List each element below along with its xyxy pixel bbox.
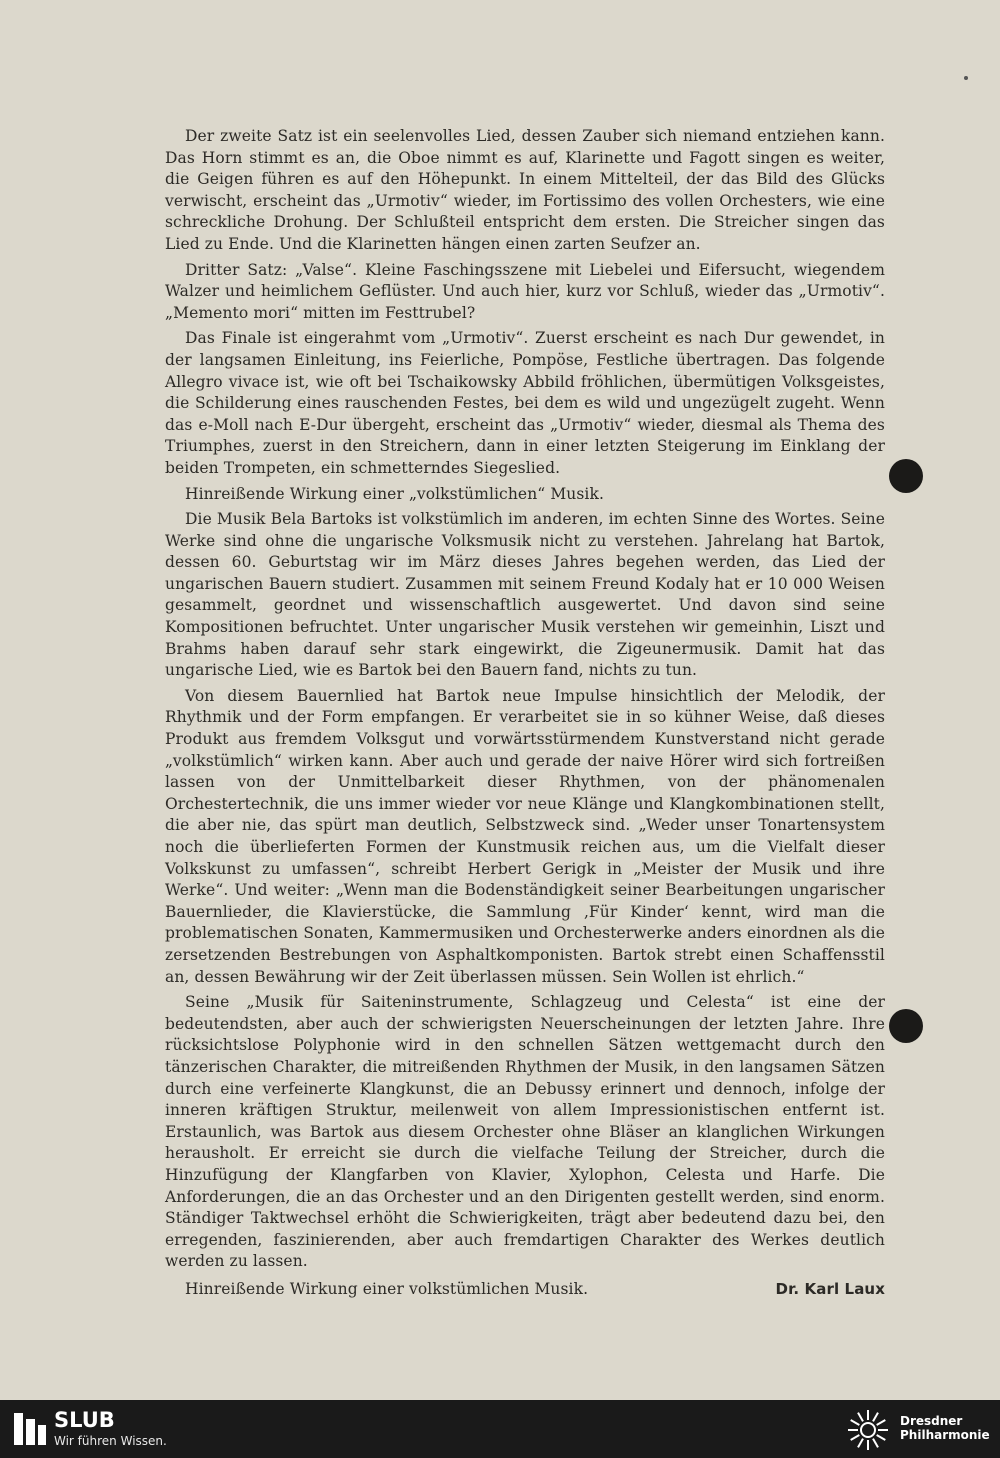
paragraph: Der zweite Satz ist ein seelenvolles Lied, dessen Zauber sich niemand entziehen kann. Das Horn stimmt es an, die Oboe nimmt es auf, Klarinette und Fagott singen es weiter, die Geigen führen es auf den Höhepunkt. In einem Mittelteil, der das Bild des Glücks verwischt, erscheint das „Urmotiv“ wieder, im Fortissimo des vollen Orchesters, wie eine schreckliche Drohung. Der Schlußteil entspricht dem ersten. Die Streicher singen das Lied zu Ende. Und die Klarinetten hängen einen zarten Seufzer an. bbox=[165, 127, 885, 253]
scan-speck bbox=[964, 76, 968, 80]
slub-tagline: Wir führen Wissen. bbox=[54, 1434, 167, 1448]
author-signature: Dr. Karl Laux bbox=[775, 1279, 885, 1298]
punch-hole bbox=[889, 1009, 923, 1043]
paragraph: Von diesem Bauernlied hat Bartok neue Impulse hinsichtlich der Melodik, der Rhythmik und der Form empfangen. Er verarbeitet sie in so kühner Weise, daß dieses Produkt aus fremdem Volksgut und vorwärtsstürmendem Kunstverstand nicht gerade „volkstümlich“ wirken kann. Aber auch und gerade der naive Hörer wird sich fortreißen lassen von der Unmittelbarkeit dieser Rhythmen, von der phänomenalen Orchestertechnik, die uns immer wieder vor neue Klänge und Klangkombinationen stellt, die aber nie, das spürt man deutlich, Selbstzweck sind. „Weder unser Tonartensystem noch die überlieferten Formen der Kunstmusik reichen aus, um die Vielfalt dieser Volkskunst zu umfassen“, schreibt Herbert Gerigk in „Meister der Musik und ihre Werke“. Und weiter: „Wenn man die Bodenständigkeit seiner Bearbeitungen ungarischer Bauernlieder, die Klavierstücke, die Sammlung ‚Für Kinder‘ kennt, wird man die problematischen Sonaten, Kammermusiken und Orchesterwerke anders einordnen als die zersetzenden Bestrebungen von Asphaltkomponisten. Bartok strebt einen Schaffensstil an, dessen Bewährung wir der Zeit überlassen müssen. Sein Wollen ist ehrlich.“ bbox=[165, 686, 885, 986]
paragraph: Das Finale ist eingerahmt vom „Urmotiv“. Zuerst erscheint es nach Dur gewendet, in der langsamen Einleitung, ins Feierliche, Pompöse, Festliche übertragen. Das folgende Allegro vivace ist, wie oft bei Tschaikowsky Abbild fröhlichen, übermütigen Volksgeistes, die Schilderung eines rauschenden Festes, bei dem es wild und ungezügelt zugeht. Wenn das e-Moll nach E-Dur übergeht, erscheint das „Urmotiv“ wieder, diesmal als Thema des Triumphes, zuerst in den Streichern, dann in einer letzten Steigerung im Einklang der beiden Trompeten, ein schmetterndes Siegeslied. bbox=[165, 329, 885, 477]
philharmonie-logo-icon[interactable] bbox=[846, 1408, 890, 1452]
slub-logo-icon[interactable] bbox=[12, 1411, 48, 1447]
phil-line-1: Dresdner bbox=[900, 1414, 963, 1428]
footer-bar bbox=[0, 1400, 1000, 1458]
paragraph: Dritter Satz: „Valse“. Kleine Faschingsszene mit Liebelei und Eifersucht, wiegendem Walzer und heimlichem Geflüster. Und auch hier, kurz vor Schluß, wieder das „Urmotiv“. „Memento mori“ mitten im Festtrubel? bbox=[165, 260, 885, 322]
closing-line: Hinreißende Wirkung einer volkstümlichen Musik. bbox=[185, 1279, 589, 1298]
phil-line-2: Philharmonie bbox=[900, 1428, 990, 1442]
punch-hole bbox=[889, 459, 923, 493]
subheading: Hinreißende Wirkung einer „volkstümlichen“ Musik. bbox=[185, 484, 605, 503]
philharmonie-name[interactable] bbox=[900, 1414, 990, 1442]
closing-row bbox=[165, 1279, 885, 1301]
paragraph: Seine „Musik für Saiteninstrumente, Schlagzeug und Celesta“ ist eine der bedeutendsten, aber auch der schwierigsten Neuerscheinungen der letzten Jahre. Ihre rücksichtslose Polyphonie wird in den schnellen Sätzen wettgemacht durch den tänzerischen Charakter, die mitreißenden Rhythmen der Musik, in den langsamen Sätzen durch eine verfeinerte Klangkunst, die an Debussy erinnert und dennoch, infolge der inneren kräftigen Struktur, meilenweit von allem Impressionistischen entfernt ist. Erstaunlich, was Bartok aus diesem Orchester ohne Bläser an klanglichen Wirkungen herausholt. Er erreicht sie durch die vielfache Teilung der Streicher, durch die Hinzufügung der Klangfarben von Klavier, Xylophon, Celesta und Harfe. Die Anforderungen, die an das Orchester und an den Dirigenten gestellt werden, sind enorm. Ständiger Taktwechsel erhöht die Schwierigkeiten, trägt aber bedeutend dazu bei, den erregenden, faszinierenden, aber auch fremdartigen Charakter des Werkes deutlich werden zu lassen. bbox=[165, 993, 885, 1271]
paragraph: Die Musik Bela Bartoks ist volkstümlich im anderen, im echten Sinne des Wortes. Seine Werke sind ohne die ungarische Volksmusik nicht zu verstehen. Jahrelang hat Bartok, dessen 60. Geburtstag wir im März dieses Jahres begehen werden, das Lied der ungarischen Bauern studiert. Zusammen mit seinem Freund Kodaly hat er 10 000 Weisen gesammelt, geordnet und wissenschaftlich ausgewertet. Und davon sind seine Kompositionen befruchtet. Unter ungarischer Musik verstehen wir gemeinhin, Liszt und Brahms haben darauf sehr stark eingewirkt, die Zigeunermusik. Damit hat das ungarische Lied, wie es Bartok bei den Bauern fand, nichts zu tun. bbox=[165, 510, 885, 680]
article-body bbox=[165, 126, 885, 1300]
slub-name[interactable]: SLUB bbox=[54, 1408, 115, 1432]
